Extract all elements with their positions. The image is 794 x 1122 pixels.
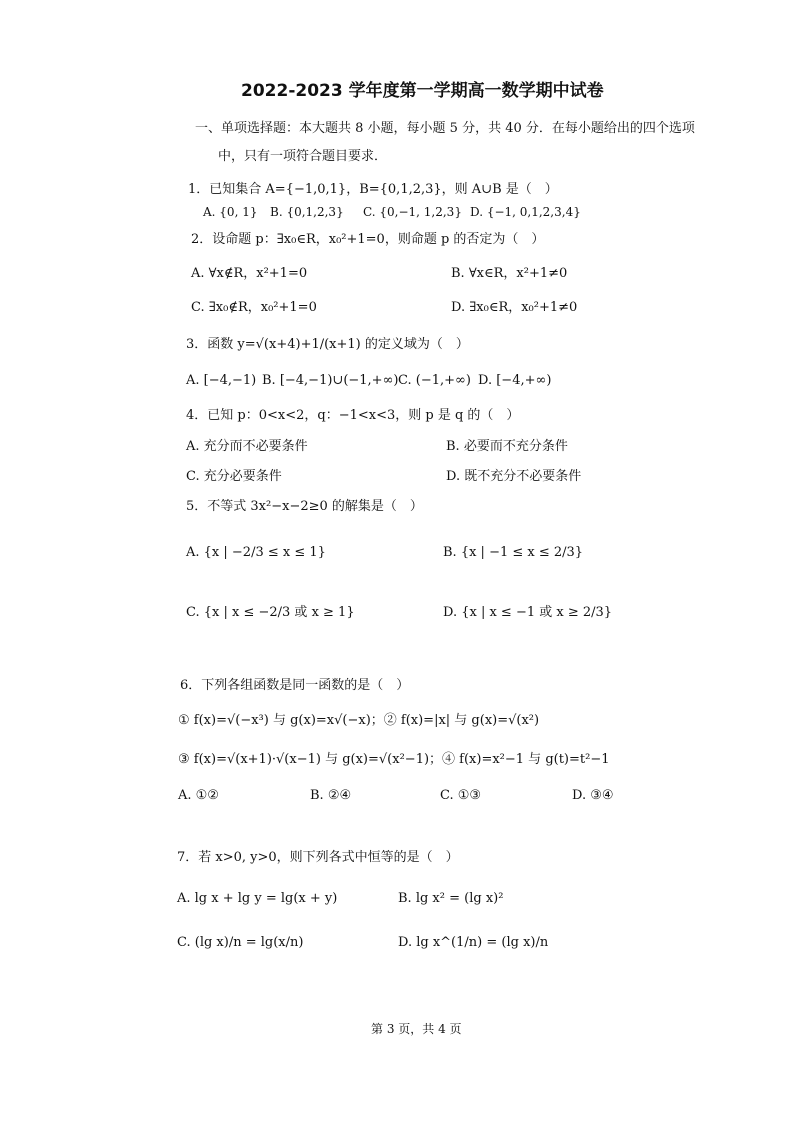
question-5-option-d: D. {x | x ≤ −1 或 x ≥ 2/3} [443, 605, 613, 620]
question-5-stem: 5．不等式 3x²−x−2≥0 的解集是（ ） [186, 499, 423, 514]
question-2-option-c: C. ∃x₀∉R，x₀²+1=0 [191, 300, 317, 315]
question-1-option-b: B. {0,1,2,3} [270, 205, 344, 219]
question-2-stem: 2．设命题 p：∃x₀∈R，x₀²+1=0，则命题 p 的否定为（ ） [191, 232, 545, 247]
question-6-option-d: D. ③④ [572, 788, 614, 803]
question-3-option-a: A. [−4,−1) [186, 373, 257, 388]
question-5-option-b: B. {x | −1 ≤ x ≤ 2/3} [443, 545, 584, 560]
question-6-stem: 6．下列各组函数是同一函数的是（ ） [180, 678, 410, 693]
question-1-option-a: A. {0, 1} [203, 205, 258, 219]
question-4-option-d: D. 既不充分不必要条件 [446, 469, 582, 484]
question-5-option-c: C. {x | x ≤ −2/3 或 x ≥ 1} [186, 605, 355, 620]
question-3-option-c: C. (−1,+∞) [398, 373, 471, 388]
question-4-option-c: C. 充分必要条件 [186, 469, 282, 484]
question-7-option-b: B. lg x² = (lg x)² [398, 891, 504, 906]
question-1-option-d: D. {−1, 0,1,2,3,4} [470, 205, 581, 219]
question-3-option-d: D. [−4,+∞) [478, 373, 552, 388]
question-4-stem: 4．已知 p：0<x<2，q：−1<x<3，则 p 是 q 的（ ） [186, 408, 520, 423]
question-4-option-a: A. 充分而不必要条件 [186, 439, 308, 454]
question-2-option-a: A. ∀x∉R，x²+1=0 [191, 266, 308, 281]
question-5-option-a: A. {x | −2/3 ≤ x ≤ 1} [186, 545, 326, 560]
question-7-stem: 7．若 x>0, y>0，则下列各式中恒等的是（ ） [177, 850, 459, 865]
question-6-option-a: A. ①② [178, 788, 219, 803]
question-4-option-b: B. 必要而不充分条件 [446, 439, 568, 454]
question-3-stem: 3．函数 y=√(x+4)+1/(x+1) 的定义域为（ ） [186, 337, 469, 352]
question-2-option-b: B. ∀x∈R，x²+1≠0 [451, 266, 568, 281]
question-6-option-b: B. ②④ [310, 788, 352, 803]
question-7-option-c: C. (lg x)/n = lg(x/n) [177, 935, 304, 950]
question-6-item-3-4: ③ f(x)=√(x+1)·√(x−1) 与 g(x)=√(x²−1)；④ f(x)=x²−1 与 g(t)=t²−1 [178, 752, 610, 767]
question-7-option-d: D. lg x^(1/n) = (lg x)/n [398, 935, 549, 950]
page-footer: 第 3 页，共 4 页 [371, 1022, 462, 1036]
question-1-option-c: C. {0,−1, 1,2,3} [363, 205, 462, 219]
question-6-option-c: C. ①③ [440, 788, 482, 803]
question-2-option-d: D. ∃x₀∈R，x₀²+1≠0 [451, 300, 578, 315]
question-7-option-a: A. lg x + lg y = lg(x + y) [177, 891, 338, 906]
section-instruction-line1: 一、单项选择题：本大题共 8 小题，每小题 5 分，共 40 分．在每小题给出的四个选项 [195, 121, 695, 136]
question-1-stem: 1．已知集合 A={−1,0,1}，B={0,1,2,3}，则 A∪B 是（ ） [188, 182, 558, 197]
question-6-item-1-2: ① f(x)=√(−x³) 与 g(x)=x√(−x)；② f(x)=|x| 与 g(x)=√(x²) [178, 713, 540, 728]
question-3-option-b: B. [−4,−1)∪(−1,+∞) [262, 373, 399, 388]
exam-title: 2022-2023 学年度第一学期高一数学期中试卷 [241, 81, 604, 101]
section-instruction-line2: 中，只有一项符合题目要求． [218, 149, 388, 164]
